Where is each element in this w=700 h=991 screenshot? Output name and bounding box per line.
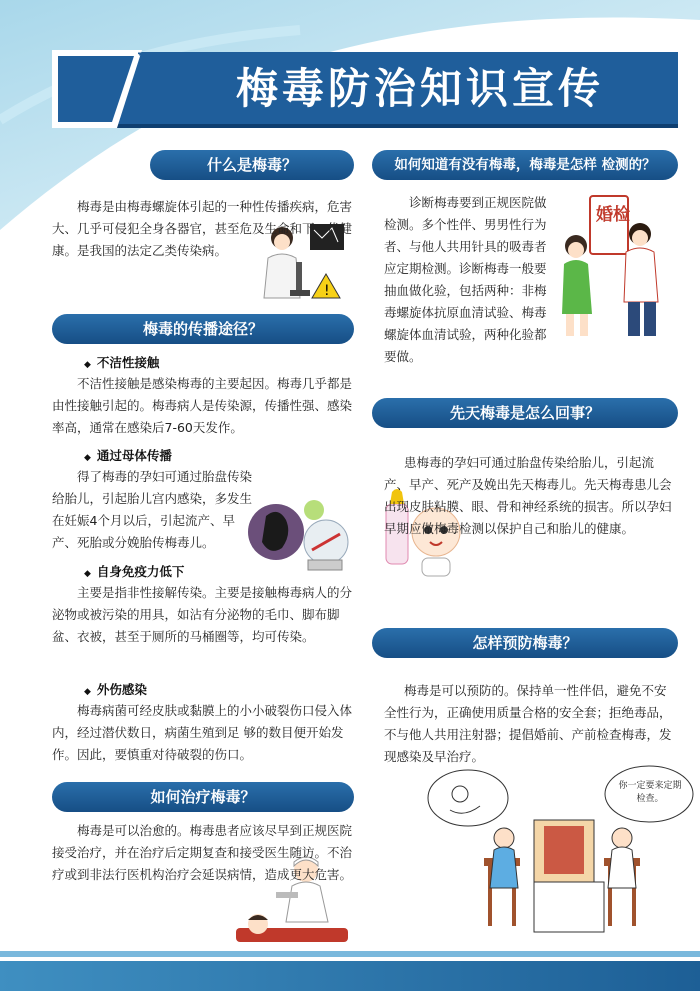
footer-band — [0, 961, 700, 991]
transmission-item-3-title: ◆ 自身免疫力低下 — [84, 564, 185, 579]
transmission-item-2-text: 得了梅毒的孕妇可通过胎盘传染给胎儿，引起胎儿宫内感染，多发生在妊娠4个月以后，引起流产、早产、死胎或分娩胎传梅毒儿。 — [52, 469, 253, 550]
section-header-detection: 如何知道有没有梅毒，梅毒是怎样 检测的？ — [372, 150, 678, 180]
treatment-text: 梅毒是可以治愈的。梅毒患者应该尽早到正规医院接受治疗，并在治疗后定期复查和接受医生随访。不治疗或到非法行医机构治疗会延误病情，造成更大危害。 — [52, 823, 353, 882]
transmission-item-1-text: 不洁性接触是感染梅毒的主要起因。梅毒几乎都是由性接触引起的。梅毒病人是传染源，传播性强、感染率高，通常在感染后7-60天发作。 — [52, 376, 353, 435]
transmission-item-2-title: ◆ 通过母体传播 — [84, 448, 172, 463]
speech-bubble-label: 你一定要来定期检查。 — [618, 781, 682, 804]
section-header-transmission: 梅毒的传播途径？ — [52, 314, 354, 344]
mother-syringe-illustration — [248, 496, 354, 576]
section-header-treatment: 如何治疗梅毒？ — [52, 782, 354, 812]
bullet-icon: ◆ — [84, 569, 91, 579]
bullet-icon: ◆ — [84, 453, 91, 463]
bullet-icon: ◆ — [84, 687, 91, 697]
svg-text:!: ! — [324, 283, 330, 299]
bullet-icon: ◆ — [84, 360, 91, 370]
section-header-congenital: 先天梅毒是怎么回事？ — [372, 398, 678, 428]
prevention-text: 梅毒是可以预防的。保持单一性伴侣，避免不安全性行为，正确使用质量合格的安全套；拒绝毒品，不与他人共用注射器；提倡婚前、产前检查梅毒，发现感染及早治疗。 — [384, 683, 672, 764]
transmission-item-4-text: 梅毒病菌可经皮肤或黏膜上的小小破裂伤口侵入体内，经过潜伏数日，病菌生殖到足 够的数目便开始发作。因此，要慎重对待破裂的伤口。 — [52, 703, 353, 762]
page-title: 梅毒防治知识宣传 — [235, 64, 604, 113]
footer-accent-line — [0, 951, 700, 957]
marriage-check-sign: 婚检 — [596, 205, 630, 225]
what-text: 梅毒是由梅毒螺旋体引起的一种性传播疾病，危害大、几乎可侵犯全身各器官，甚至危及生命和下一代健康。是我国的法定乙类传染病。 — [52, 199, 353, 258]
section-header-prevention: 怎样预防梅毒？ — [372, 628, 678, 658]
title-flag-decoration — [52, 50, 182, 128]
transmission-item-3-text: 主要是指非性接解传染。主要是接触梅毒病人的分泌物或被污染的用具，如沾有分泌物的毛巾、脚布脚盆、衣被，甚至于厕所的马桶圈等，均可传染。 — [52, 585, 353, 644]
transmission-item-1-title: ◆ 不洁性接触 — [84, 355, 160, 370]
transmission-item-4-title: ◆ 外伤感染 — [84, 682, 147, 697]
section-header-what: 什么是梅毒？ — [150, 150, 354, 180]
couple-marriage-check-illustration — [548, 194, 676, 342]
detection-text: 诊断梅毒要到正规医院做检测。多个性伴、男男性行为者、与他人共用针具的吸毒者应定期检测。诊断梅毒一般要抽血做化验，包括两种：非梅毒螺旋体抗原血清试验、梅毒螺旋体血清试验，两种化验都要做。 — [384, 195, 547, 364]
congenital-text: 患梅毒的孕妇可通过胎盘传染给胎儿，引起流产、早产、死产及娩出先天梅毒儿。先天梅毒患儿会出现皮肤粘膜、眼、骨和神经系统的损害。所以孕妇早期应做梅毒检测以保护自己和胎儿的健康。 — [384, 455, 672, 536]
